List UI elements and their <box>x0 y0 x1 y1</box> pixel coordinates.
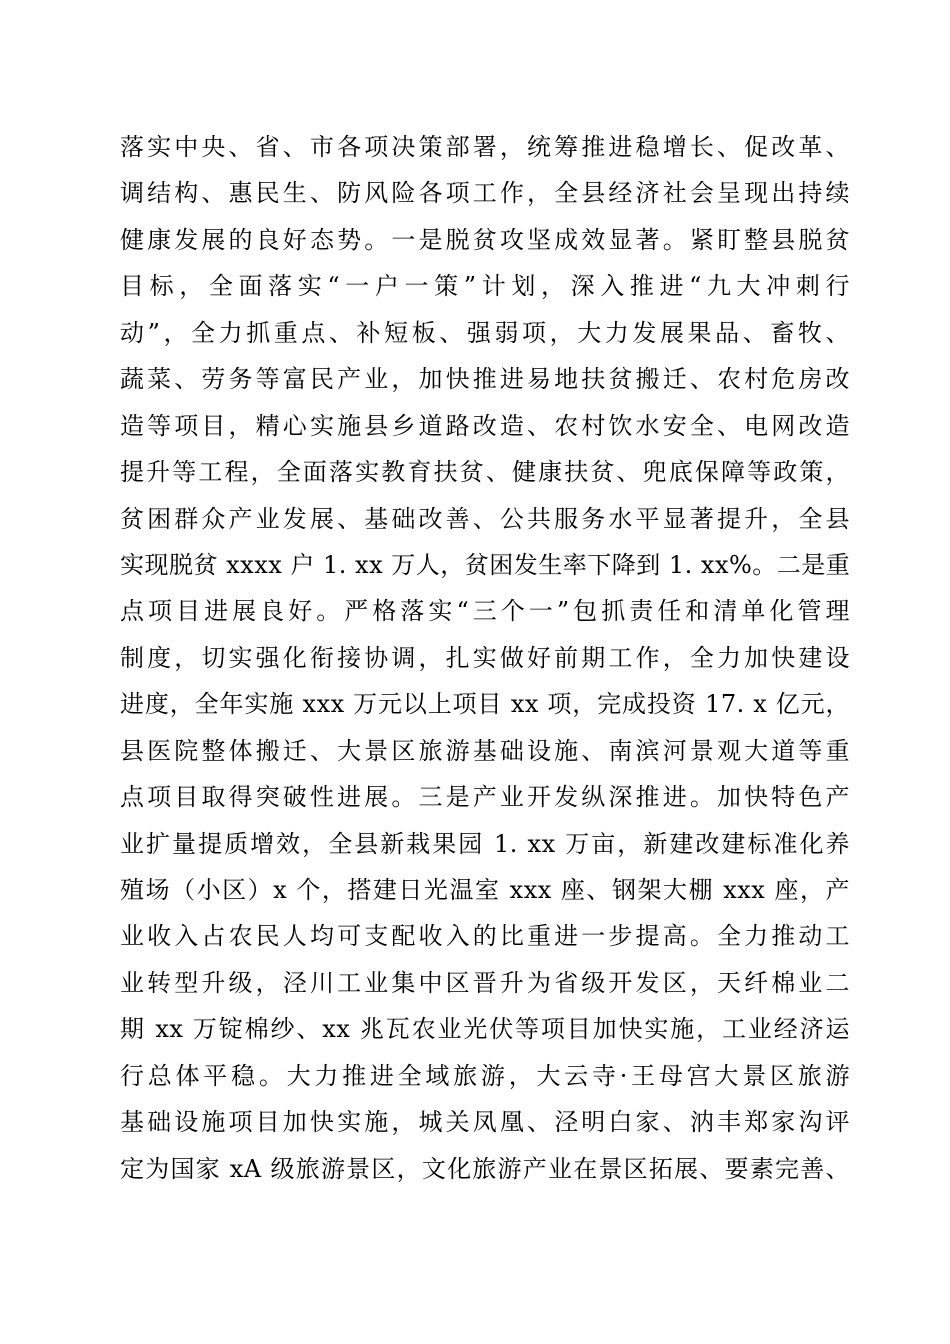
text-line: 业转型升级，泾川工业集中区晋升为省级开发区，天纤棉业二 <box>120 968 850 997</box>
text-line: 蔬菜、劳务等富民产业，加快推进易地扶贫搬迁、农村危房改 <box>120 365 850 394</box>
text-line: 行总体平稳。大力推进全域旅游，大云寺·王母宫大景区旅游 <box>120 1061 850 1090</box>
text-line: 定为国家 xA 级旅游景区，文化旅游产业在景区拓展、要素完善、 <box>120 1154 850 1183</box>
text-line: 基础设施项目加快实施，城关凤凰、泾明白家、汭丰郑家沟评 <box>120 1108 850 1137</box>
text-line: 落实中央、省、市各项决策部署，统筹推进稳增长、促改革、 <box>120 133 850 161</box>
text-line: 业收入占农民人均可支配收入的比重进一步提高。全力推动工 <box>120 922 850 951</box>
text-line: 期 xx 万锭棉纱、xx 兆瓦农业光伏等项目加快实施，工业经济运 <box>120 1015 850 1044</box>
text-line: 健康发展的良好态势。一是脱贫攻坚成效显著。紧盯整县脱贫 <box>120 225 850 254</box>
text-line: 提升等工程，全面落实教育扶贫、健康扶贫、兜底保障等政策， <box>120 458 850 487</box>
text-line: 造等项目，精心实施县乡道路改造、农村饮水安全、电网改造 <box>120 411 850 440</box>
text-line: 点项目进展良好。严格落实“三个一”包抓责任和清单化管理 <box>120 597 850 626</box>
text-line: 县医院整体搬迁、大景区旅游基础设施、南滨河景观大道等重 <box>120 736 850 765</box>
text-line: 调结构、惠民生、防风险各项工作，全县经济社会呈现出持续 <box>120 179 850 208</box>
text-line: 进度，全年实施 xxx 万元以上项目 xx 项，完成投资 17. x 亿元， <box>120 690 850 719</box>
text-line: 殖场（小区）x 个，搭建日光温室 xxx 座、钢架大棚 xxx 座，产 <box>120 876 850 904</box>
text-line: 业扩量提质增效，全县新栽果园 1. xx 万亩，新建改建标准化养 <box>120 829 850 858</box>
text-line: 实现脱贫 xxxx 户 1. xx 万人，贫困发生率下降到 1. xx%。二是重 <box>120 550 851 579</box>
text-line: 制度，切实强化衔接协调，扎实做好前期工作，全力加快建设 <box>120 643 850 672</box>
text-line: 贫困群众产业发展、基础改善、公共服务水平显著提升，全县 <box>120 504 850 533</box>
body-paragraph <box>120 124 850 1192</box>
text-line: 动”，全力抓重点、补短板、强弱项，大力发展果品、畜牧、 <box>120 318 850 347</box>
text-line: 点项目取得突破性进展。三是产业开发纵深推进。加快特色产 <box>120 783 850 812</box>
text-line: 目标，全面落实“一户一策”计划，深入推进“九大冲刺行 <box>120 272 850 301</box>
